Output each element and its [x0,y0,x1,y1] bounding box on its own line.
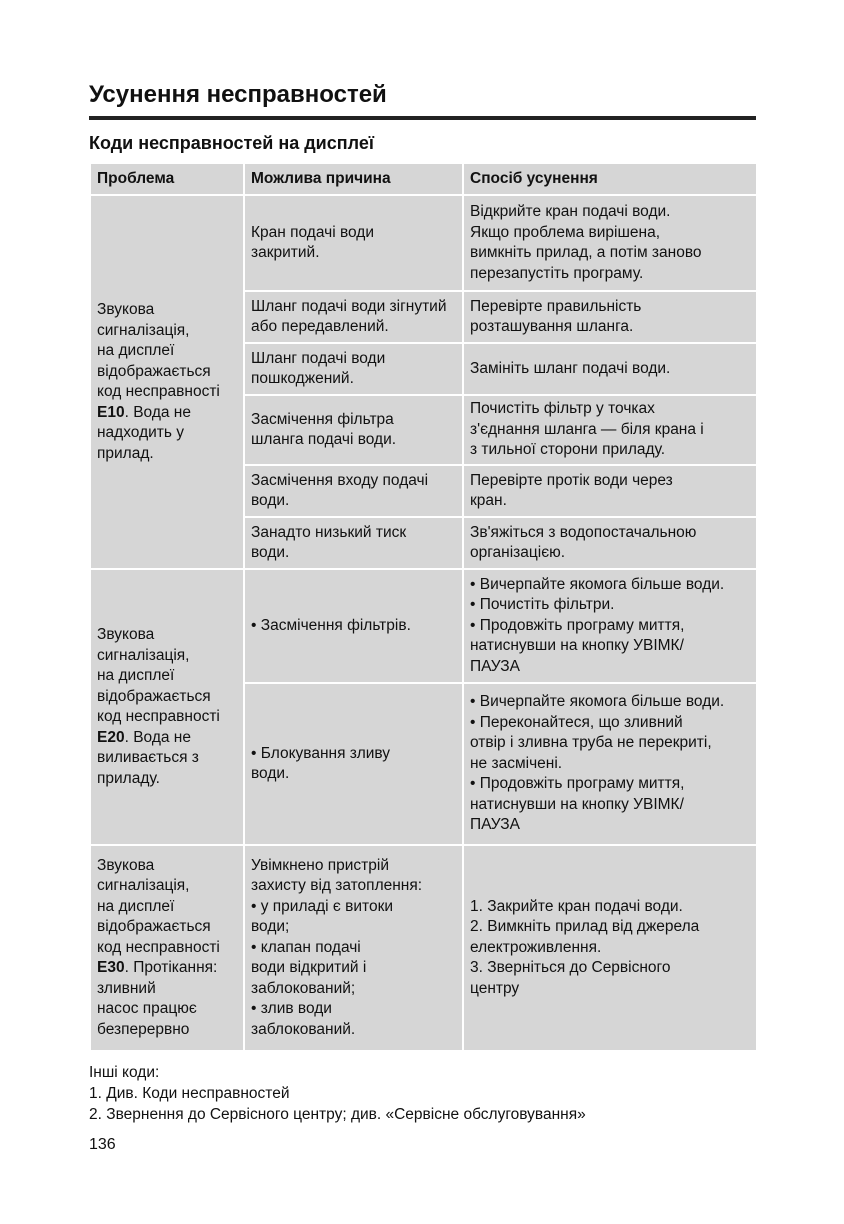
cause-line: шланга подачі води. [251,431,397,448]
problem-line: приладу. [97,769,160,787]
cause-line: Увімкнено пристрій [251,856,390,874]
problem-text: . Вода не [124,728,191,746]
cause-line: Шланг подачі води зігнутий [251,297,447,315]
problem-line [97,728,237,749]
fix-line: Перевірте протік води через [470,471,673,489]
fix-line: • Вичерпайте якомога більше води. [470,575,725,593]
cause-line: Засмічення входу подачі [251,471,429,489]
fix-cell [463,195,757,291]
problem-cell [90,845,244,1051]
fix-line: розташування шланга. [470,318,634,335]
problem-line: зливний [97,979,156,997]
cause-cell [244,291,463,343]
fix-line: електроживлення. [470,938,602,956]
problem-line: відображається [97,687,211,705]
fix-line: кран. [470,492,507,509]
fix-line: натиснувши на кнопку УВІМК/ [470,637,684,655]
cause-cell [244,569,463,683]
cause-line: або передавлений. [251,318,389,335]
error-codes-table [89,162,758,1052]
fix-line: центру [470,979,520,997]
fix-line: перезапустіть програму. [470,264,644,282]
cause-line: • у приладі є витоки [251,897,394,915]
fix-line: • Продовжіть програму миття, [470,616,685,634]
problem-line: сигналізація, [97,646,190,664]
fix-line: Почистіть фільтр у точках [470,400,655,418]
fix-line: 2. Вимкніть прилад від джерела [470,918,700,936]
cause-line: заблокований. [251,1020,356,1038]
fix-line: з'єднання шланга — біля крана і [470,420,704,438]
fix-line: з тильної сторони приладу. [470,441,666,459]
fix-cell [463,395,757,465]
problem-line: код несправності [97,938,220,956]
fix-line: • Продовжіть програму миття, [470,775,685,793]
problem-line: насос працює [97,1000,197,1018]
cause-line: води. [251,492,290,509]
cause-cell [244,683,463,845]
problem-line: на дисплеї [97,667,175,684]
problem-line: безперервно [97,1020,190,1038]
cause-line: • Блокування зливу [251,744,391,762]
cause-line: води. [251,544,290,561]
fix-cell [463,683,757,845]
fix-line: отвір і зливна труба не перекриті, [470,734,712,752]
cause-cell [244,517,463,569]
cause-line: Засмічення фільтра [251,410,394,428]
fix-line: організацією. [470,544,566,561]
header-fix: Спосіб усунення [463,163,757,195]
error-code: E20 [97,728,125,746]
section-title: Коди несправностей на дисплеї [89,133,374,153]
fix-line: 3. Зверніться до Сервісного [470,959,671,977]
problem-text: . Вода не [124,403,191,421]
cause-cell [244,845,463,1051]
table-header-row [90,163,757,195]
problem-line: сигналізація, [97,321,190,339]
cause-cell [244,343,463,395]
fix-cell [463,569,757,683]
cause-line: Занадто низький тиск [251,523,407,541]
problem-cell [90,569,244,845]
problem-line [97,403,237,424]
problem-line: на дисплеї [97,342,175,359]
table-row [90,569,757,683]
table-row [90,845,757,1051]
problem-line: сигналізація, [97,877,190,895]
fix-line: Якщо проблема вирішена, [470,223,661,241]
cause-line: води. [251,765,290,782]
other-codes [89,1062,586,1125]
table-row [90,195,757,291]
cause-line: • Засмічення фільтрів. [251,616,411,634]
fix-cell [463,343,757,395]
cause-cell [244,195,463,291]
cause-line: Кран подачі води [251,223,375,241]
cause-line: води; [251,918,290,936]
cause-line: Шланг подачі води [251,349,386,367]
fix-line: • Почистіть фільтри. [470,596,615,614]
fix-line: ПАУЗА [470,816,521,834]
page-title: Усунення несправностей [89,80,756,120]
error-code: E30 [97,959,125,977]
problem-line: код несправності [97,383,220,400]
cause-line: заблокований; [251,979,356,997]
fix-line: не засмічені. [470,754,563,772]
cause-line: пошкоджений. [251,370,354,387]
problem-line [97,958,237,979]
fix-line: 1. Закрийте кран подачі води. [470,897,683,915]
cause-line: води відкритий і [251,959,367,977]
fix-cell [463,845,757,1051]
fix-line: Перевірте правильність [470,297,642,315]
other-codes-item: 1. Див. Коди несправностей [89,1085,290,1102]
cause-line: • клапан подачі [251,938,361,956]
other-codes-title: Інші коди: [89,1064,160,1081]
fix-line: ПАУЗА [470,657,521,675]
fix-cell [463,465,757,517]
cause-line: • злив води [251,1000,332,1018]
cause-cell [244,395,463,465]
problem-line: Звукова [97,856,155,874]
fix-line: • Вичерпайте якомога більше води. [470,693,725,711]
problem-line: прилад. [97,444,154,462]
fix-cell [463,517,757,569]
cause-line: закритий. [251,244,320,261]
problem-line: Звукова [97,301,155,318]
page-number: 136 [89,1136,116,1153]
fix-line: Замініть шланг подачі води. [470,359,671,377]
fix-line: Відкрийте кран подачі води. [470,203,671,220]
problem-line: на дисплеї [97,897,175,915]
cause-line: захисту від затоплення: [251,877,423,895]
error-code: E10 [97,403,125,421]
fix-line: натиснувши на кнопку УВІМК/ [470,795,684,813]
problem-line: надходить у [97,424,185,441]
fix-line: Зв'яжіться з водопостачальною [470,523,697,541]
problem-line: відображається [97,362,211,380]
other-codes-item: 2. Звернення до Сервісного центру; див. «Сервісне обслуговування» [89,1106,586,1123]
fix-line: • Переконайтеся, що зливний [470,713,683,731]
header-problem: Проблема [90,163,244,195]
problem-line: виливається з [97,749,199,766]
header-cause: Можлива причина [244,163,463,195]
problem-line: відображається [97,918,211,936]
cause-cell [244,465,463,517]
fix-cell [463,291,757,343]
problem-text: . Протікання: [124,959,218,977]
problem-line: код несправності [97,708,220,725]
problem-line: Звукова [97,626,155,643]
fix-line: вимкніть прилад, а потім заново [470,244,702,261]
problem-cell [90,195,244,569]
